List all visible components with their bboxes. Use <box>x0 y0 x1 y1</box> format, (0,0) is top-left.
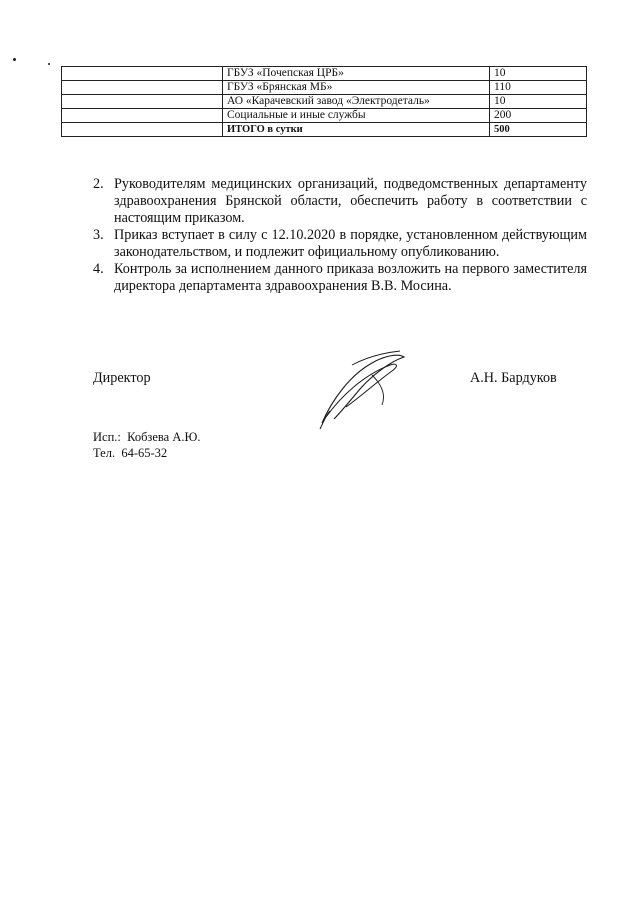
scan-speck <box>48 63 50 65</box>
total-label: ИТОГО в сутки <box>223 123 490 137</box>
value-cell: 200 <box>490 109 587 123</box>
org-cell: Социальные и иные службы <box>223 109 490 123</box>
signatory-name: А.Н. Бардуков <box>470 370 557 386</box>
executor-phone: Тел. 64-65-32 <box>93 446 168 460</box>
table-row <box>62 67 587 81</box>
org-cell: АО «Карачевский завод «Электродеталь» <box>223 95 490 109</box>
table-cell-empty <box>62 109 223 123</box>
value-cell: 110 <box>490 81 587 95</box>
list-item <box>93 261 587 295</box>
signatory-position: Директор <box>93 370 151 386</box>
allocation-table <box>61 66 587 137</box>
list-item <box>93 176 587 227</box>
org-cell: ГБУЗ «Брянская МБ» <box>223 81 490 95</box>
item-number: 3. <box>93 227 104 243</box>
scan-speck <box>13 58 16 61</box>
item-number: 4. <box>93 261 104 277</box>
handwritten-signature <box>312 345 412 430</box>
value-cell: 10 <box>490 95 587 109</box>
table-cell-empty <box>62 123 223 137</box>
table-cell-empty <box>62 95 223 109</box>
item-text: Контроль за исполнением данного приказа возложить на первого заместителя директора департамента здравоохранения В.В. Мосина. <box>114 261 587 294</box>
table-row <box>62 81 587 95</box>
item-number: 2. <box>93 176 104 192</box>
org-cell: ГБУЗ «Почепская ЦРБ» <box>223 67 490 81</box>
table-row <box>62 109 587 123</box>
table-row <box>62 95 587 109</box>
table-cell-empty <box>62 81 223 95</box>
executor-name: Исп.: Кобзева А.Ю. <box>93 430 201 444</box>
order-items-list <box>93 176 587 295</box>
executor-info <box>93 429 200 461</box>
item-text: Приказ вступает в силу с 12.10.2020 в порядке, установленном действующим законодательством, и подлежит официальному опубликованию. <box>114 227 587 260</box>
value-cell: 10 <box>490 67 587 81</box>
table-total-row <box>62 123 587 137</box>
item-text: Руководителям медицинских организаций, подведомственных департаменту здравоохранения Брянской области, обеспечить работу в соответствии с настоящим приказом. <box>114 176 587 226</box>
total-value: 500 <box>490 123 587 137</box>
list-item <box>93 227 587 261</box>
table-cell-empty <box>62 67 223 81</box>
